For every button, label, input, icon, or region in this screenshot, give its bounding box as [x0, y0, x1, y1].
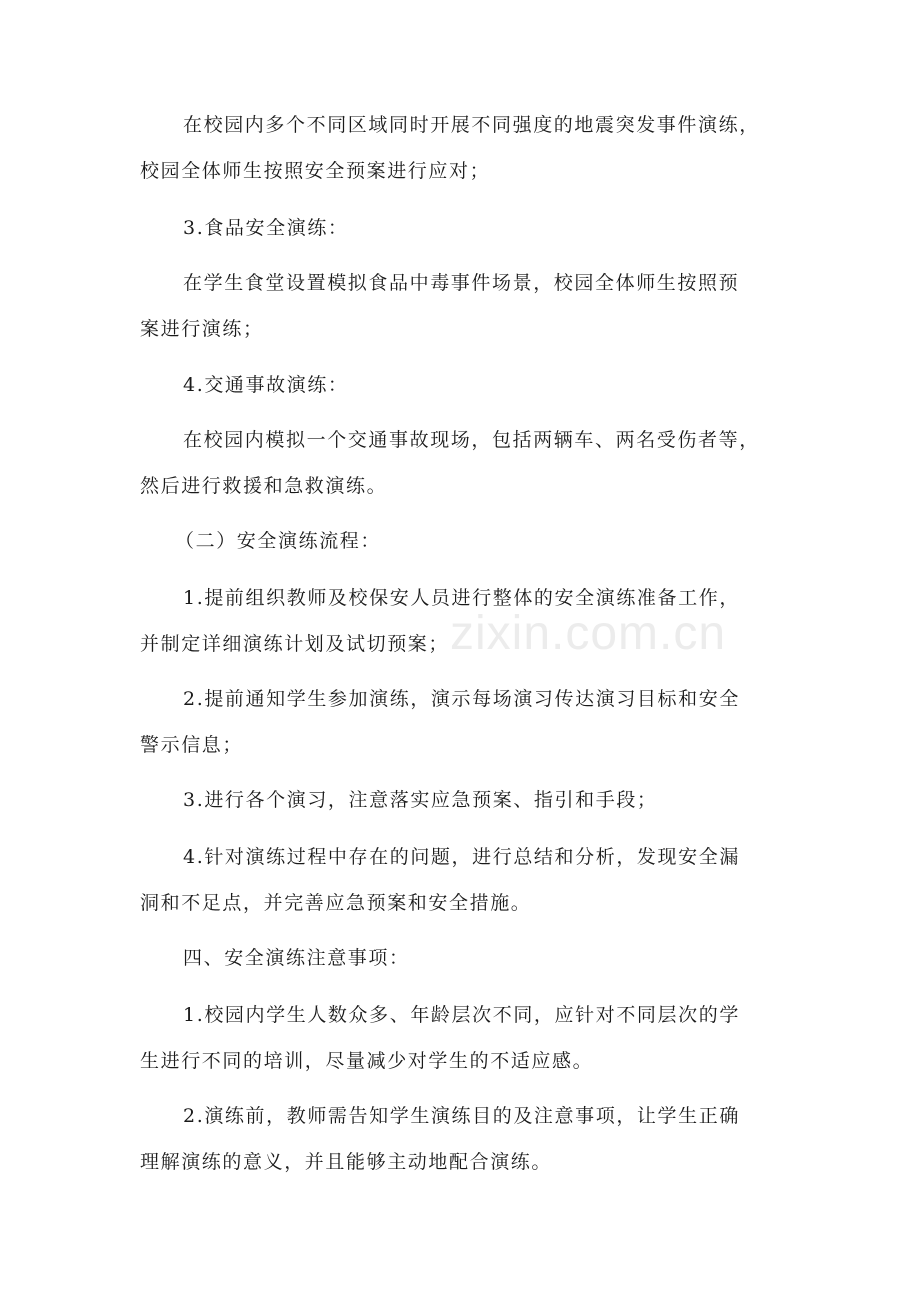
paragraph-13-line-1: 2.演练前，教师需告知学生演练目的及注意事项，让学生正确	[183, 1105, 740, 1127]
paragraph-10-line-1: 4.针对演练过程中存在的问题，进行总结和分析，发现安全漏	[183, 846, 740, 868]
paragraph-6-line-1: （二）安全演练流程：	[175, 530, 382, 552]
paragraph-7-line-1: 1.提前组织教师及校保安人员进行整体的安全演练准备工作，	[183, 587, 740, 609]
paragraph-1-line-2: 校园全体师生按照安全预案进行应对；	[140, 160, 491, 182]
paragraph-12-line-2: 生进行不同的培训，尽量减少对学生的不适应感。	[140, 1050, 594, 1072]
paragraph-4-line-1: 4.交通事故演练：	[183, 374, 349, 396]
paragraph-2-line-1: 3.食品安全演练：	[183, 217, 349, 239]
paragraph-9-line-1: 3.进行各个演习，注意落实应急预案、指引和手段；	[183, 789, 658, 811]
paragraph-3-line-1: 在学生食堂设置模拟食品中毒事件场景，校园全体师生按照预	[183, 272, 740, 294]
paragraph-8-line-1: 2.提前通知学生参加演练，演示每场演习传达演习目标和安全	[183, 688, 740, 710]
paragraph-3-line-2: 案进行演练；	[140, 318, 264, 340]
paragraph-5-line-2: 然后进行救援和急救演练。	[140, 475, 388, 497]
paragraph-12-line-1: 1.校园内学生人数众多、年龄层次不同，应针对不同层次的学	[183, 1004, 740, 1026]
paragraph-5-line-1: 在校园内模拟一个交通事故现场，包括两辆车、两名受伤者等，	[183, 429, 760, 451]
paragraph-10-line-2: 洞和不足点，并完善应急预案和安全措施。	[140, 892, 532, 914]
paragraph-8-line-2: 警示信息；	[140, 734, 244, 756]
paragraph-7-line-2: 并制定详细演练计划及试切预案；	[140, 633, 450, 655]
paragraph-1-line-1: 在校园内多个不同区域同时开展不同强度的地震突发事件演练，	[183, 114, 760, 136]
paragraph-13-line-2: 理解演练的意义，并且能够主动地配合演练。	[140, 1151, 553, 1173]
paragraph-11-line-1: 四、安全演练注意事项：	[183, 947, 410, 969]
watermark: zixin.com.cn	[450, 607, 727, 660]
